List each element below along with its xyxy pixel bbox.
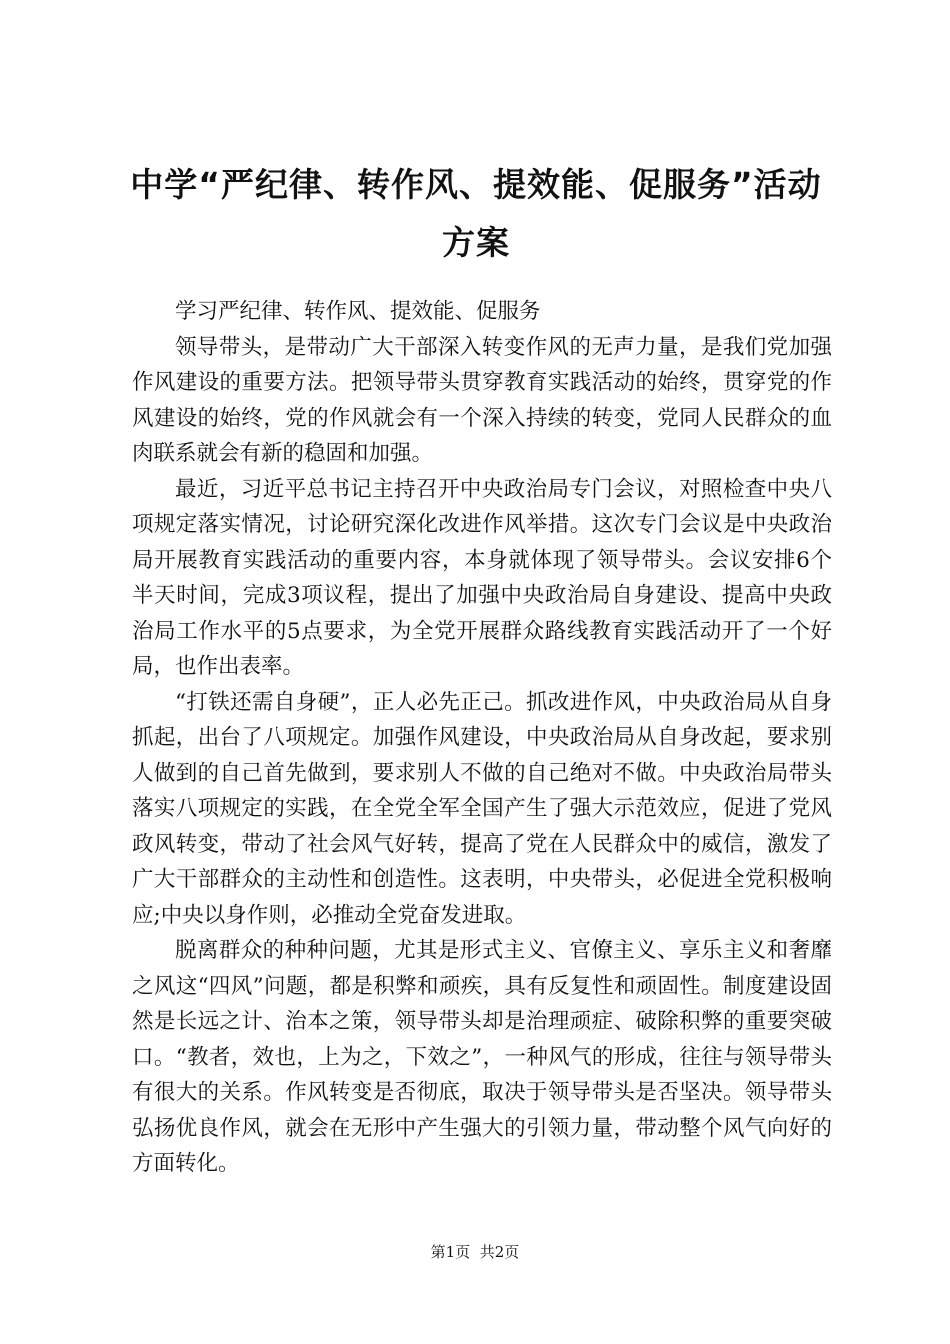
document-title: 中学“严纪律、转作风、提效能、促服务”活动方案 bbox=[130, 165, 822, 262]
page-footer bbox=[0, 1242, 950, 1262]
paragraph: “打铁还需自身硬”，正人必先正己。抓改进作风，中央政治局从自身抓起，出台了八项规定。加强作风建设，中央政治局从自身改起，要求别人做到的自己首先做到，要求别人不做的自己绝对不做。中央政治局带头落实八项规定的实践，在全党全军全国产生了强大示范效应，促进了党风政风转变，带动了社会风气好转，提高了党在人民群众中的威信，激发了广大干部群众的主动性和创造性。这表明，中央带头，必促进全党积极响应;中央以身作则，必推动全党奋发进取。 bbox=[132, 689, 832, 928]
paragraph: 脱离群众的种种问题，尤其是形式主义、官僚主义、享乐主义和奢靡之风这“四风”问题，都是积弊和顽疾，具有反复性和顽固性。制度建设固然是长远之计、治本之策，领导带头却是治理顽症、破除积弊的重要突破口。“教者，效也，上为之，下效之”，一种风气的形成，往往与领导带头有很大的关系。作风转变是否彻底，取决于领导带头是否坚决。领导带头弘扬优良作风，就会在无形中产生强大的引领力量，带动整个风气向好的方面转化。 bbox=[132, 938, 832, 1176]
paragraph: 最近，习近平总书记主持召开中央政治局专门会议，对照检查中央八项规定落实情况，讨论研究深化改进作风举措。这次专门会议是中央政治局开展教育实践活动的重要内容，本身就体现了领导带头。会议安排6个半天时间，完成3项议程，提出了加强中央政治局自身建设、提高中央政治局工作水平的5点要求，为全党开展群众路线教育实践活动开了一个好局，也作出表率。 bbox=[132, 476, 832, 679]
paragraph: 领导带头，是带动广大干部深入转变作风的无声力量，是我们党加强作风建设的重要方法。把领导带头贯穿教育实践活动的始终，贯穿党的作风建设的始终，党的作风就会有一个深入持续的转变，党同人民群众的血肉联系就会有新的稳固和加强。 bbox=[132, 334, 832, 466]
document-subtitle: 学习严纪律、转作风、提效能、促服务 bbox=[175, 299, 541, 324]
page-number: 第1页 bbox=[430, 1243, 471, 1261]
page-total: 共2页 bbox=[479, 1243, 520, 1261]
document-body bbox=[132, 294, 832, 1182]
